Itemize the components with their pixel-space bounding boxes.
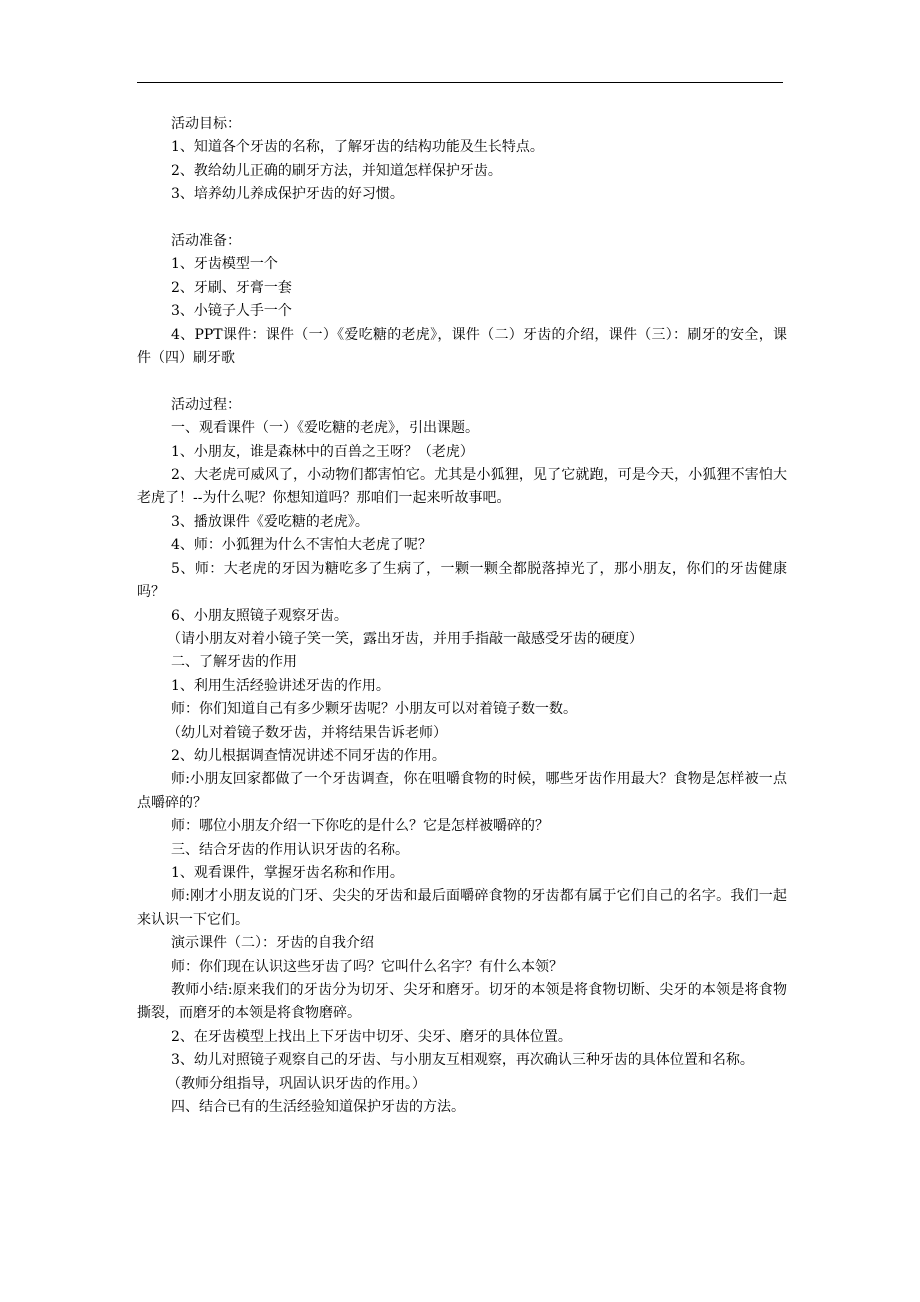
- process-line: 1、观看课件，掌握牙齿名称和作用。: [171, 864, 404, 881]
- process-line: 师:刚才小朋友说的门牙、尖尖的牙齿和最后面嚼碎食物的牙齿都有属于它们自己的名字。我们一起来认识一下它们。: [137, 888, 787, 928]
- goal-item: 2、教给幼儿正确的刷牙方法，并知道怎样保护牙齿。: [171, 162, 502, 179]
- process-line: 二、了解牙齿的作用: [171, 654, 297, 671]
- section-gap: [137, 370, 787, 393]
- process-line: 四、结合已有的生活经验知道保护牙齿的方法。: [171, 1099, 465, 1116]
- process-heading: 活动过程：: [171, 396, 241, 413]
- preparation-heading: 活动准备：: [171, 233, 241, 250]
- process-line: 演示课件（二）：牙齿的自我介绍: [171, 935, 374, 952]
- preparation-item: 2、牙刷、牙膏一套: [171, 279, 292, 296]
- preparation-item: 1、牙齿模型一个: [171, 256, 278, 273]
- process-line: 1、利用生活经验讲述牙齿的作用。: [171, 677, 390, 694]
- preparation-item: 4、PPT课件：课件（一）《爱吃糖的老虎》，课件（二）牙齿的介绍，课件（三）：刷牙的安全，课件（四）刷牙歌: [137, 326, 787, 367]
- process-line: 3、播放课件《爱吃糖的老虎》。: [171, 513, 369, 530]
- process-line: 2、大老虎可威风了，小动物们都害怕它。尤其是小狐狸，见了它就跑，可是今天，小狐狸不害怕大老虎了！--为什么呢？你想知道吗？那咱们一起来听故事吧。: [137, 467, 787, 507]
- process-line: 一、观看课件（一）《爱吃糖的老虎》，引出课题。: [171, 420, 479, 437]
- process-line: 三、结合牙齿的作用认识牙齿的名称。: [171, 841, 409, 858]
- process-line: 师：你们现在认识这些牙齿了吗？它叫什么名字？有什么本领？: [171, 958, 563, 975]
- preparation-item: 3、小镜子人手一个: [171, 303, 292, 320]
- goal-item: 3、培养幼儿养成保护牙齿的好习惯。: [171, 186, 404, 203]
- process-line: 1、小朋友，谁是森林中的百兽之王呀？（老虎）: [171, 443, 474, 460]
- process-line: 师:小朋友回家都做了一个牙齿调查，你在咀嚼食物的时候，哪些牙齿作用最大？食物是怎样被一点点嚼碎的？: [137, 771, 787, 811]
- process-line: （教师分组指导，巩固认识牙齿的作用。）: [167, 1075, 426, 1092]
- process-line: 6、小朋友照镜子观察牙齿。: [171, 607, 348, 624]
- process-line: 5、师：大老虎的牙因为糖吃多了生病了，一颗一颗全都脱落掉光了，那小朋友，你们的牙齿健康吗？: [137, 560, 787, 601]
- goal-item: 1、知道各个牙齿的名称，了解牙齿的结构功能及生长特点。: [171, 139, 544, 156]
- process-line: 4、师：小狐狸为什么不害怕大老虎了呢？: [171, 537, 432, 554]
- section-gap: [137, 207, 787, 230]
- process-line: 师：你们知道自己有多少颗牙齿呢？小朋友可以对着镜子数一数。: [171, 701, 577, 718]
- process-line: 2、幼儿根据调查情况讲述不同牙齿的作用。: [171, 747, 446, 764]
- process-line: 师：哪位小朋友介绍一下你吃的是什么？它是怎样被嚼碎的？: [171, 818, 549, 835]
- document-body: [137, 113, 787, 1119]
- goals-heading: 活动目标：: [171, 116, 241, 132]
- process-line: 3、幼儿对照镜子观察自己的牙齿、与小朋友互相观察，再次确认三种牙齿的具体位置和名称。: [171, 1052, 754, 1069]
- process-line: （幼儿对着镜子数牙齿，并将结果告诉老师）: [167, 724, 447, 741]
- process-line: （请小朋友对着小镜子笑一笑，露出牙齿，并用手指敲一敲感受牙齿的硬度）: [167, 630, 643, 647]
- header-rule: [137, 82, 783, 83]
- process-line: 教师小结:原来我们的牙齿分为切牙、尖牙和磨牙。切牙的本领是将食物切断、尖牙的本领是将食物撕裂，而磨牙的本领是将食物磨碎。: [137, 982, 787, 1022]
- process-line: 2、在牙齿模型上找出上下牙齿中切牙、尖牙、磨牙的具体位置。: [171, 1028, 572, 1045]
